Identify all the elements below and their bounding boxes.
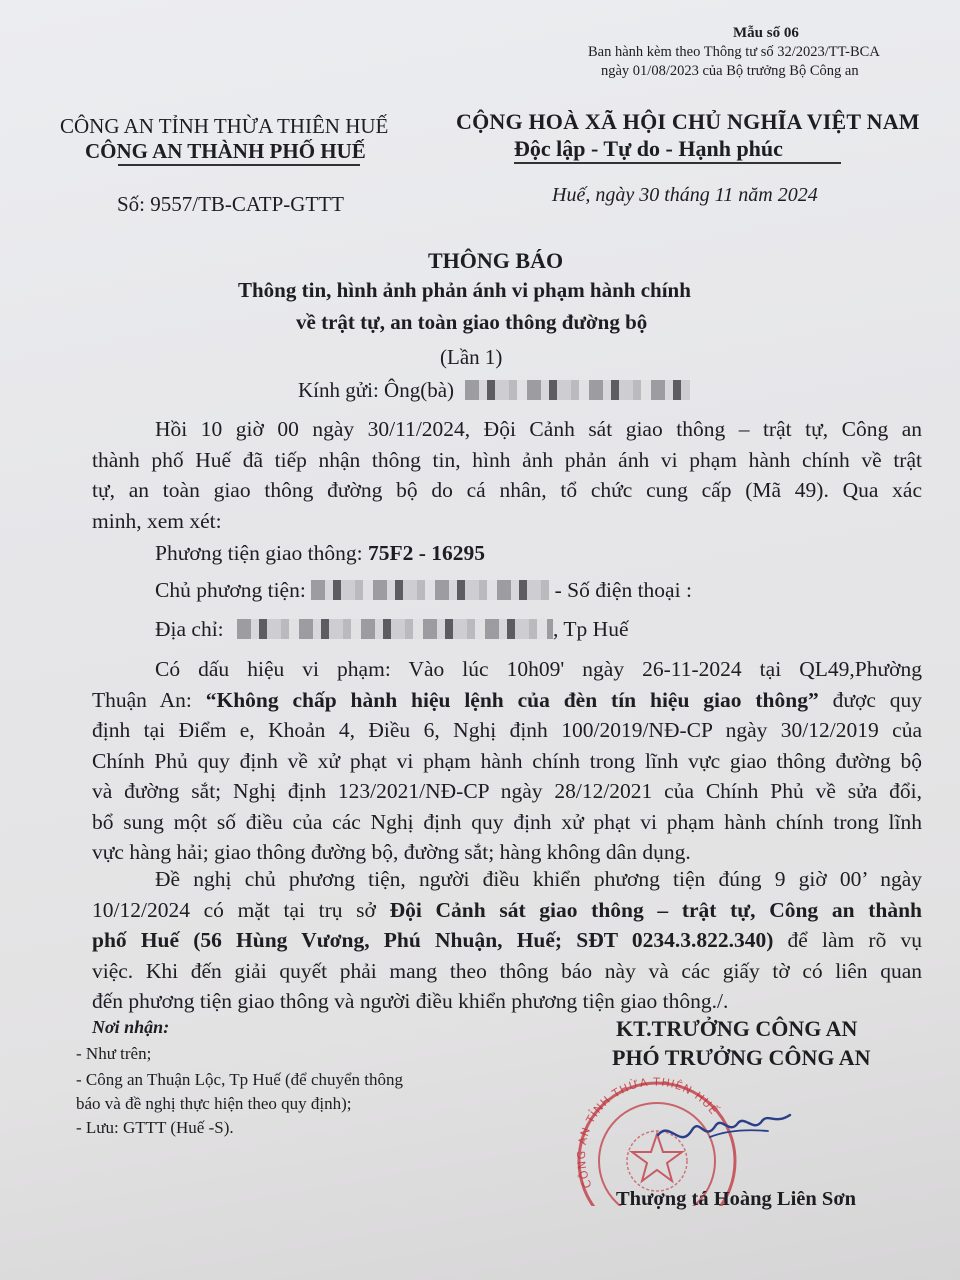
form-issued-date: ngày 01/08/2023 của Bộ trưởng Bộ Công an (601, 63, 859, 79)
address-suffix: , Tp Huế (553, 617, 629, 641)
vehicle-label: Phương tiện giao thông: (155, 541, 368, 565)
paragraph-line: định tại Điểm e, Khoản 4, Điều 6, Nghị định 100/2019/NĐ-CP ngày 30/12/2019 của (92, 718, 922, 742)
paragraph-line: Chính Phủ quy định về xử phạt vi phạm hành chính trong lĩnh vực giao thông đường bộ (92, 748, 922, 773)
paragraph-intro (92, 414, 922, 536)
paragraph-line: đến phương tiện giao thông và người điều khiển phương tiện giao thông./. (92, 989, 729, 1013)
place-date: Huế, ngày 30 tháng 11 năm 2024 (552, 184, 818, 206)
owner-label: Chủ phương tiện: (155, 578, 312, 602)
paragraph-line: vực hàng hải; giao thông đường bộ, đường sắt; hàng không dân dụng. (92, 840, 691, 864)
redacted-address (237, 619, 553, 639)
recipient-item: báo và đề nghị thực hiện theo quy định); (76, 1094, 352, 1113)
recipients-heading: Nơi nhận: (92, 1017, 170, 1037)
paragraph-line: Đề nghị chủ phương tiện, người điều khiển phương tiện đúng 9 giờ 00’ ngày (155, 867, 922, 891)
signature-title-1: KT.TRƯỞNG CÔNG AN (616, 1016, 858, 1041)
notice-round: (Lần 1) (440, 345, 503, 369)
paragraph-line: bổ sung một số điều của các Nghị định quy định xử phạt vi phạm hành chính trong lĩnh (92, 809, 922, 834)
document-title: THÔNG BÁO (428, 248, 564, 273)
vehicle-line (155, 541, 485, 566)
request-text: 10/12/2024 có mặt tại trụ sở (92, 897, 390, 922)
redacted-owner (311, 580, 549, 600)
violation-location: Thuận An: (92, 687, 206, 712)
recipient-item: - Như trên; (76, 1044, 152, 1063)
paragraph-line (92, 895, 922, 926)
redacted-name (465, 380, 690, 400)
address-label: Địa chỉ: (155, 617, 230, 641)
address-line (155, 617, 629, 642)
paragraph-request (92, 864, 922, 1017)
paragraph-line: và đường sắt; Nghị định 123/2021/NĐ-CP ngày 28/12/2021 của Chính Phủ về sửa đổi, (92, 779, 922, 803)
agency-underline (118, 164, 360, 166)
paragraph-line (92, 925, 922, 956)
paragraph-line: việc. Khi đến giải quyết phải mang theo thông báo này và các giấy tờ có liên quan (92, 958, 922, 983)
signature-title-2: PHÓ TRƯỞNG CÔNG AN (612, 1045, 871, 1070)
stamp-text: CÔNG AN TỈNH THỪA THIÊN HUẾ (574, 1076, 721, 1190)
nation-heading: CỘNG HOÀ XÃ HỘI CHỦ NGHĨA VIỆT NAM (456, 109, 920, 134)
motto-underline (514, 162, 841, 164)
request-text: để làm rõ vụ (773, 928, 922, 952)
paragraph-line: tự, an toàn giao thông đường bộ do cá nhân, tổ chức cung cấp (Mã 49). Qua xác (92, 478, 922, 502)
handwritten-signature (650, 1095, 800, 1165)
request-office: Đội Cảnh sát giao thông – trật tự, Công an thành (389, 897, 922, 922)
paragraph-violation (92, 654, 922, 868)
form-issued-with: Ban hành kèm theo Thông tư số 32/2023/TT-BCA (588, 44, 880, 60)
violation-continuation: được quy (818, 687, 922, 712)
recipient-item: - Lưu: GTTT (Huế -S). (76, 1118, 234, 1137)
agency-parent: CÔNG AN TỈNH THỪA THIÊN HUẾ (60, 114, 389, 138)
paragraph-line: thành phố Huế đã tiếp nhận thông tin, hình ảnh phản ánh vi phạm hành chính về trật (92, 447, 922, 472)
national-motto: Độc lập - Tự do - Hạnh phúc (514, 136, 783, 161)
paragraph-line: minh, xem xét: (92, 508, 222, 533)
reference-number: Số: 9557/TB-CATP-GTTT (117, 192, 344, 216)
request-address: phố Huế (56 Hùng Vương, Phú Nhuận, Huế; SĐT 0234.3.822.340) (92, 928, 774, 952)
recipient-item: - Công an Thuận Lộc, Tp Huế (để chuyển thông (76, 1070, 404, 1089)
document-subtitle-1: Thông tin, hình ảnh phản ánh vi phạm hành chính (238, 278, 691, 302)
document-subtitle-2: về trật tự, an toàn giao thông đường bộ (296, 310, 648, 334)
form-number: Mẫu số 06 (733, 25, 799, 41)
agency-name: CÔNG AN THÀNH PHỐ HUẾ (85, 139, 366, 163)
paragraph-line (92, 685, 922, 716)
salutation (298, 378, 690, 403)
signer-name: Thượng tá Hoàng Liên Sơn (616, 1188, 857, 1210)
paragraph-line: Hồi 10 giờ 00 ngày 30/11/2024, Đội Cảnh sát giao thông – trật tự, Công an (155, 417, 922, 441)
phone-label: - Số điện thoại : (554, 578, 692, 602)
license-plate: 75F2 - 16295 (367, 541, 485, 565)
paragraph-line: Có dấu hiệu vi phạm: Vào lúc 10h09' ngày 26-11-2024 tại QL49,Phường (155, 657, 922, 681)
salutation-text: Kính gửi: Ông(bà) (298, 378, 455, 402)
violation-description: “Không chấp hành hiệu lệnh của đèn tín hiệu giao thông” (205, 687, 819, 712)
owner-line (155, 578, 692, 603)
